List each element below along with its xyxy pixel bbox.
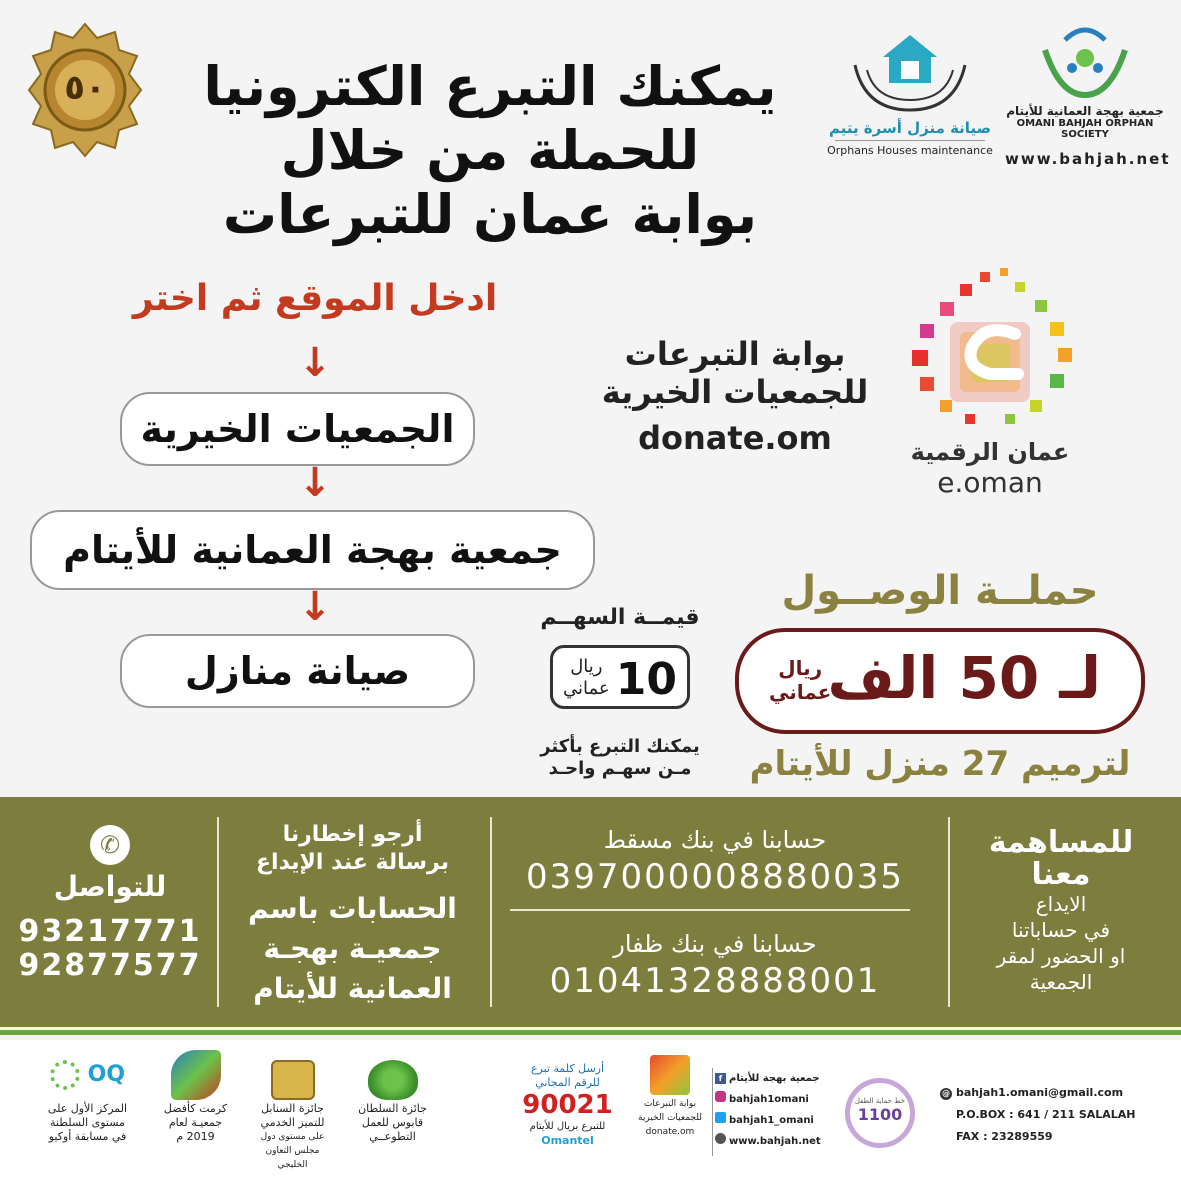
twitter-icon — [715, 1112, 726, 1123]
social-links — [715, 1068, 835, 1152]
award-sultan-qaboos — [345, 1060, 440, 1144]
award2-line1: جائزة السنابل — [261, 1102, 324, 1115]
dhofar-number: 01041328888001 — [549, 961, 881, 1001]
step-charities: الجمعيات الخيرية — [120, 392, 475, 466]
down-arrow-icon: ↓ — [298, 584, 332, 630]
award3-line2: جمعيـة لعام — [168, 1116, 223, 1129]
share-label: قيمــة السهــم — [540, 605, 700, 630]
award1-line2: قابوس للعمل — [361, 1116, 424, 1129]
share-box — [550, 645, 690, 709]
footer-email[interactable]: bahjah1.omani@gmail.com — [956, 1086, 1124, 1099]
social-facebook[interactable]: جمعية بهجة للأيتام — [729, 1073, 820, 1084]
currency-line2: عماني — [769, 680, 832, 704]
social-twitter[interactable]: bahjah1_omani — [729, 1115, 814, 1126]
anniversary-badge — [25, 20, 145, 160]
award3-line3: 2019 م — [176, 1130, 215, 1143]
instagram-icon — [715, 1091, 726, 1102]
award4-line2: مستوى السلطنة — [50, 1116, 125, 1129]
sms-operator: Omantel — [541, 1134, 594, 1147]
eoman-small-icon — [650, 1055, 690, 1095]
footer-contact — [940, 1082, 1170, 1148]
human-rights-logo-icon — [171, 1050, 221, 1100]
eoman-logo-ar: عمان الرقمية — [910, 438, 1070, 466]
partner-name-ar: صيانة منزل أسرة يتيم — [828, 119, 992, 137]
headline-line1: يمكنك التبرع الكترونيا — [203, 55, 777, 118]
share-note-line1: يمكنك التبرع بأكثر — [540, 736, 700, 757]
org-name-ar: جمعية بهجة العمانية للأيتام — [1006, 104, 1164, 118]
award-best-society — [148, 1050, 243, 1144]
award4-line3: في مسابقة أوكيو — [48, 1130, 127, 1143]
award2-line3: على مستوى دول — [260, 1132, 325, 1142]
down-arrow-icon: ↓ — [298, 460, 332, 506]
award2-line2: للتميز الخدمي — [260, 1116, 325, 1129]
oq-logo-text: OQ — [87, 1062, 126, 1087]
contribute-line5: او الحضور لمقر — [996, 944, 1126, 968]
headline-line2: للحملة من خلال — [280, 119, 700, 182]
eoman-logo-en: e.oman — [937, 466, 1043, 499]
leaf-branch-icon — [368, 1060, 418, 1100]
accounts-separator — [510, 909, 910, 911]
divider — [712, 1068, 713, 1156]
footer-portal-line2: للجمعيات الخيرية — [638, 1113, 702, 1123]
award1-line1: جائزة السلطان — [358, 1102, 427, 1115]
share-value: 10 — [615, 654, 677, 705]
portal-domain: donate.om — [638, 419, 832, 457]
badge-number: ٥٠ — [64, 68, 106, 108]
muscat-label: حسابنا في بنك مسقط — [603, 826, 827, 854]
muscat-account — [500, 825, 930, 899]
award-sanabel — [245, 1060, 340, 1172]
notify-block — [225, 821, 480, 1009]
award1-line3: التطوعــي — [369, 1130, 416, 1143]
bank-info-band — [0, 797, 1181, 1027]
contribute-line6: الجمعية — [1029, 970, 1093, 994]
org-website: www.bahjah.net — [1005, 150, 1171, 168]
share-note-line2: مـن سهـم واحـد — [548, 758, 692, 779]
share-currency-line1: ريال — [570, 656, 603, 677]
phone-1[interactable]: 93217771 — [18, 914, 202, 949]
globe-icon — [715, 1133, 726, 1144]
eoman-mosaic-icon — [890, 262, 1090, 442]
contact-label: للتواصل — [53, 870, 167, 903]
award2-line4: مجلس التعاون — [265, 1146, 320, 1156]
currency-line1: ريال — [778, 656, 823, 680]
contact-block — [10, 825, 210, 983]
phone-icon: ✆ — [90, 825, 130, 865]
notify-line1: أرجو إخطارنا — [282, 822, 423, 847]
footer-sms — [505, 1062, 630, 1148]
org-name-en: OMANI BAHJAH ORPHAN SOCIETY — [1016, 118, 1154, 140]
footer-portal-line1: بوابة التبرعات — [643, 1099, 697, 1109]
accounts-line2: جمعيـة بهجـة — [263, 932, 442, 965]
contribute-line1: للمساهمة — [988, 825, 1134, 860]
hotline-number[interactable]: 1100 — [857, 1105, 903, 1124]
divider — [490, 817, 492, 1007]
portal-line2: للجمعيات الخيرية — [601, 373, 869, 411]
contribute-line2: معنا — [1031, 857, 1091, 892]
contribute-line3: الايداع — [1035, 892, 1087, 916]
footer-portal — [630, 1055, 710, 1139]
email-icon: @ — [942, 1089, 950, 1098]
contribute-block — [951, 827, 1171, 995]
muscat-number: 0397000008880035 — [525, 857, 905, 897]
award4-line1: المركز الأول على — [47, 1102, 128, 1115]
accounts-line1: الحسابات باسم — [248, 892, 457, 925]
campaign-purpose: لترميم 27 منزل للأيتام — [749, 744, 1131, 784]
campaign-currency — [769, 656, 831, 704]
down-arrow-icon: ↓ — [298, 340, 332, 386]
footer-portal-domain: donate.om — [645, 1127, 695, 1137]
award-oq — [30, 1060, 145, 1144]
award3-line1: كرمت كأفضل — [163, 1102, 228, 1115]
portal-text — [590, 335, 880, 457]
dhofar-account — [500, 929, 930, 1003]
portal-line1: بوابة التبرعات — [624, 335, 846, 373]
eoman-logo — [885, 262, 1095, 512]
sms-line1: أرسل كلمة تبرع — [530, 1062, 605, 1075]
share-currency — [563, 656, 610, 700]
footer-fax: FAX : 23289559 — [956, 1130, 1053, 1143]
sms-line2: للرقم المجاني — [535, 1076, 600, 1089]
green-strip — [0, 1030, 1181, 1035]
orphans-houses-logo — [825, 25, 995, 165]
social-instagram[interactable]: bahjah1omani — [729, 1094, 809, 1105]
sms-number[interactable]: 90021 — [522, 1090, 613, 1120]
campaign-amount-box — [735, 628, 1145, 734]
leaf-figure-icon — [1030, 20, 1140, 100]
facebook-icon: f — [715, 1073, 726, 1084]
campaign-title: حملــة الوصــول — [781, 568, 1099, 614]
notify-line2: برسالة عند الإيداع — [256, 850, 449, 875]
accounts-line3: العمانية للأيتام — [253, 972, 452, 1005]
award2-line5: الخليجي — [277, 1160, 308, 1170]
bahjah-logo — [1005, 20, 1171, 168]
divider — [217, 817, 219, 1007]
hotline-badge — [845, 1078, 915, 1148]
contribute-line4: في حساباتنا — [1011, 918, 1111, 942]
partner-name-en: Orphans Houses maintenance — [827, 144, 993, 157]
oq-logo-icon — [30, 1060, 145, 1100]
share-note — [520, 736, 720, 780]
sms-line3: للتبرع بريال للأيتام — [529, 1121, 606, 1132]
divider — [948, 817, 950, 1007]
wheat-badge-icon — [271, 1060, 315, 1100]
step-maintenance: صيانة منازل — [120, 634, 475, 708]
dhofar-label: حسابنا في بنك ظفار — [613, 930, 817, 958]
headline-line3: بوابة عمان للتبرعات — [222, 183, 758, 246]
footer-pobox: P.O.BOX : 641 / 211 SALALAH — [956, 1108, 1136, 1121]
social-website[interactable]: www.bahjah.net — [729, 1136, 821, 1147]
share-currency-line2: عماني — [563, 678, 610, 699]
steps-intro: ادخل الموقع ثم اختر — [132, 278, 498, 319]
phone-2[interactable]: 92877577 — [18, 948, 202, 983]
step-bahjah: جمعية بهجة العمانية للأيتام — [30, 510, 595, 590]
hotline-label: خط حماية الطفل — [854, 1097, 906, 1105]
campaign-amount: لـ 50 الف — [827, 644, 1101, 712]
hands-house-icon — [845, 25, 975, 115]
